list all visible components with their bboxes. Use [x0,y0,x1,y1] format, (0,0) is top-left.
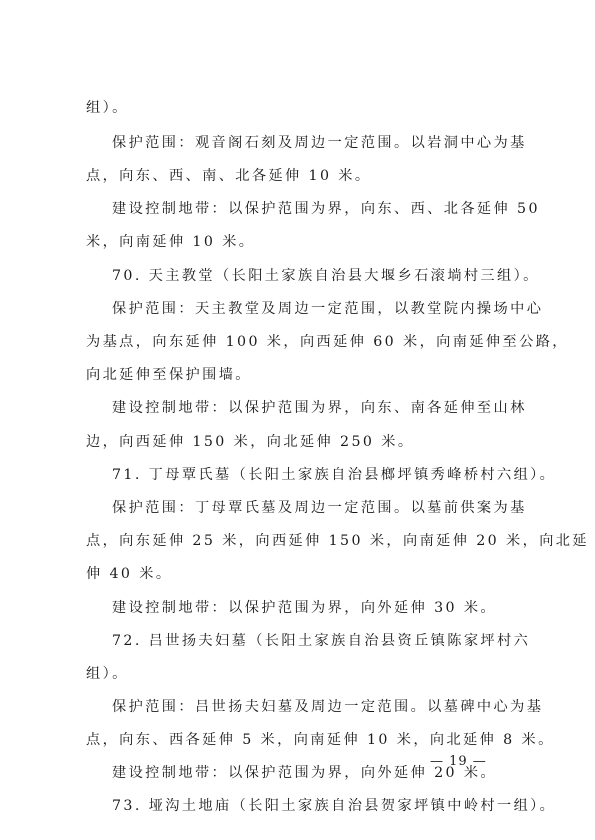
text-line: 建设控制地带：以保护范围为界，向东、南各延伸至山林 [112,400,527,416]
text-line: 建设控制地带：以保护范围为界，向外延伸 20 米。 [112,765,498,781]
heading-item-73: 73. 垭沟土地庙（长阳土家族自治县贺家坪镇中岭村一组）。 [112,798,557,814]
text-line: 保护范围：观音阁石刻及周边一定范围。以岩洞中心为基 [112,135,527,151]
heading-item-72: 72. 吕世扬夫妇墓（长阳土家族自治县资丘镇陈家坪村六 [112,633,531,649]
text-line: 向北延伸至保护围墙。 [86,367,252,383]
text-line: 点，向东延伸 25 米，向西延伸 150 米，向南延伸 20 米，向北延 [86,533,589,549]
text-line: 保护范围：丁母覃氏墓及周边一定范围。以墓前供案为基 [112,500,527,516]
text-line: 点，向东、西各延伸 5 米，向南延伸 10 米，向北延伸 8 米。 [86,732,555,748]
text-line: 建设控制地带：以保护范围为界，向东、西、北各延伸 50 [112,201,540,217]
heading-item-71: 71. 丁母覃氏墓（长阳土家族自治县榔坪镇秀峰桥村六组）。 [112,467,557,483]
heading-item-70: 70. 天主教堂（长阳土家族自治县大堰乡石滚埫村三组）。 [112,268,540,284]
text-line: 米，向南延伸 10 米。 [86,234,256,250]
text-line: 保护范围：天主教堂及周边一定范围，以教堂院内操场中心 [112,301,544,317]
text-line: 组）。 [86,666,129,682]
text-line: 为基点，向东延伸 100 米，向西延伸 60 米，向南延伸至公路， [86,334,569,350]
text-line: 组）。 [86,100,129,116]
text-line: 保护范围：吕世扬夫妇墓及周边一定范围。以墓碑中心为基 [112,699,544,715]
text-line: 边，向西延伸 150 米，向北延伸 250 米。 [86,434,415,450]
text-line: 伸 40 米。 [86,566,173,582]
text-line: 点，向东、西、南、北各延伸 10 米。 [86,168,372,184]
text-line: 建设控制地带：以保护范围为界，向外延伸 30 米。 [112,600,498,616]
page-number: — 19 — [430,754,487,769]
